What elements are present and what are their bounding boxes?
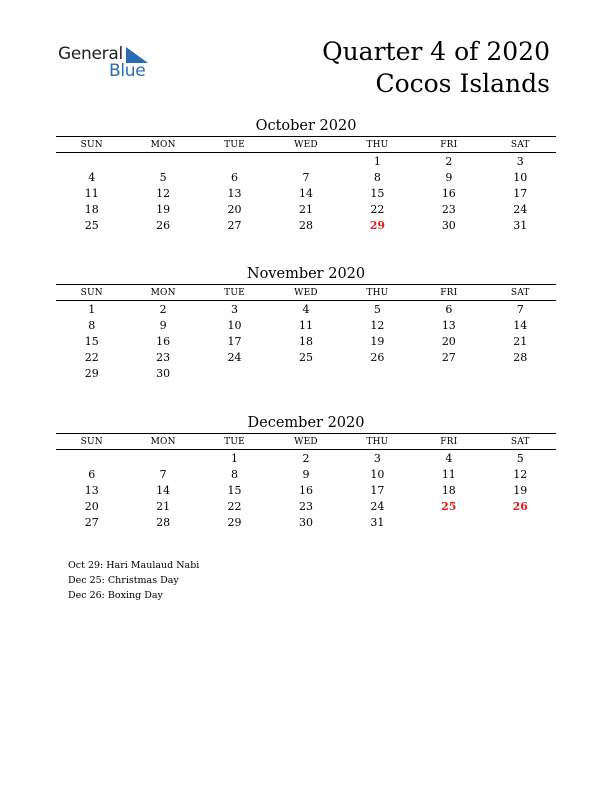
month-october	[56, 116, 556, 233]
day-cell: 15	[227, 483, 242, 497]
month-title: October 2020	[255, 118, 357, 134]
weekday-label: WED	[294, 287, 318, 298]
day-cell: 20	[84, 499, 99, 513]
day-cell: 10	[227, 318, 242, 332]
day-cell: 1	[88, 302, 96, 316]
week-row	[56, 185, 556, 201]
title-quarter: Quarter 4 of 2020	[322, 37, 550, 66]
holiday-item: Dec 26: Boxing Day	[68, 590, 163, 601]
day-cell: 29	[84, 366, 99, 380]
week-row	[56, 466, 556, 482]
day-cell: 5	[373, 302, 381, 316]
day-cell: 24	[370, 499, 385, 513]
page-title	[322, 36, 550, 100]
week-row	[56, 365, 556, 381]
day-cell: 26	[370, 350, 385, 364]
day-cell: 19	[156, 202, 171, 216]
day-cell: 23	[298, 499, 313, 513]
weekday-label: THU	[366, 436, 389, 447]
month-title: November 2020	[246, 266, 366, 282]
day-cell: 3	[373, 451, 381, 465]
day-cell: 20	[227, 202, 242, 216]
week-row	[56, 301, 556, 317]
day-cell: 18	[298, 334, 313, 348]
title-region: Cocos Islands	[375, 69, 550, 98]
day-cell: 8	[88, 318, 96, 332]
day-cell: 31	[370, 515, 385, 529]
week-row	[56, 201, 556, 217]
weekday-label: FRI	[440, 287, 458, 298]
day-cell: 30	[441, 218, 456, 232]
logo-word-blue: Blue	[109, 61, 146, 81]
day-cell: 12	[156, 186, 171, 200]
day-cell: 24	[513, 202, 528, 216]
day-cell: 3	[516, 154, 524, 168]
weekday-label: THU	[366, 139, 389, 150]
week-row	[56, 349, 556, 365]
holiday-item: Dec 25: Christmas Day	[68, 575, 179, 586]
day-cell: 9	[445, 170, 453, 184]
week-row	[56, 333, 556, 349]
day-cell: 29	[369, 218, 386, 232]
day-cell: 13	[84, 483, 99, 497]
week-row	[56, 317, 556, 333]
day-cell: 2	[445, 154, 453, 168]
day-cell: 3	[231, 302, 239, 316]
day-cell: 22	[84, 350, 99, 364]
holiday-list	[68, 558, 199, 603]
day-cell: 1	[373, 154, 381, 168]
weekday-label: TUE	[224, 436, 245, 447]
month-weeks	[56, 450, 556, 530]
day-cell: 19	[513, 483, 528, 497]
month-december	[56, 413, 556, 530]
week-row	[56, 217, 556, 233]
day-cell: 1	[231, 451, 239, 465]
day-cell: 12	[370, 318, 385, 332]
day-cell: 17	[370, 483, 385, 497]
day-cell: 5	[159, 170, 167, 184]
weekday-label: SAT	[510, 287, 530, 298]
weekday-label: SAT	[510, 139, 530, 150]
week-row	[56, 450, 556, 466]
day-cell: 13	[441, 318, 456, 332]
day-cell: 21	[298, 202, 313, 216]
weekday-label: FRI	[440, 436, 458, 447]
day-cell: 24	[227, 350, 242, 364]
month-weeks	[56, 153, 556, 233]
day-cell: 9	[159, 318, 167, 332]
week-row	[56, 153, 556, 169]
day-cell: 27	[84, 515, 99, 529]
weekday-label: FRI	[440, 139, 458, 150]
day-cell: 18	[441, 483, 456, 497]
day-cell: 4	[445, 451, 453, 465]
weekday-header	[56, 433, 556, 450]
day-cell: 30	[156, 366, 171, 380]
day-cell: 15	[84, 334, 99, 348]
month-november	[56, 264, 556, 381]
logo-word-general: General	[58, 44, 123, 64]
day-cell: 14	[513, 318, 528, 332]
day-cell: 23	[441, 202, 456, 216]
weekday-label: MON	[150, 287, 176, 298]
day-cell: 29	[227, 515, 242, 529]
day-cell: 10	[370, 467, 385, 481]
day-cell: 4	[88, 170, 96, 184]
day-cell: 27	[441, 350, 456, 364]
day-cell: 6	[445, 302, 453, 316]
day-cell: 30	[298, 515, 313, 529]
day-cell: 20	[441, 334, 456, 348]
day-cell: 5	[516, 451, 524, 465]
day-cell: 14	[298, 186, 313, 200]
weekday-label: WED	[294, 436, 318, 447]
weekday-label: SUN	[80, 436, 103, 447]
day-cell: 8	[231, 467, 239, 481]
weekday-label: THU	[366, 287, 389, 298]
day-cell: 25	[84, 218, 99, 232]
weekday-label: SAT	[510, 436, 530, 447]
day-cell: 16	[156, 334, 171, 348]
weekday-label: SUN	[80, 287, 103, 298]
month-title: December 2020	[247, 415, 365, 431]
day-cell: 22	[227, 499, 242, 513]
day-cell: 26	[156, 218, 171, 232]
day-cell: 17	[513, 186, 528, 200]
weekday-label: WED	[294, 139, 318, 150]
generalblue-logo	[58, 44, 158, 80]
day-cell: 10	[513, 170, 528, 184]
day-cell: 6	[88, 467, 96, 481]
day-cell: 11	[298, 318, 313, 332]
day-cell: 19	[370, 334, 385, 348]
weekday-header	[56, 284, 556, 301]
holiday-item: Oct 29: Hari Maulaud Nabi	[68, 560, 200, 571]
day-cell: 13	[227, 186, 242, 200]
day-cell: 18	[84, 202, 99, 216]
day-cell: 11	[84, 186, 99, 200]
week-row	[56, 514, 556, 530]
day-cell: 16	[441, 186, 456, 200]
weekday-label: TUE	[224, 287, 245, 298]
day-cell: 2	[302, 451, 310, 465]
week-row	[56, 169, 556, 185]
day-cell: 9	[302, 467, 310, 481]
day-cell: 31	[513, 218, 528, 232]
day-cell: 2	[159, 302, 167, 316]
day-cell: 11	[441, 467, 456, 481]
day-cell: 25	[441, 499, 457, 513]
day-cell: 27	[227, 218, 242, 232]
weekday-label: MON	[150, 139, 176, 150]
weekday-label: MON	[150, 436, 176, 447]
day-cell: 26	[512, 499, 528, 513]
weekday-label: SUN	[80, 139, 103, 150]
day-cell: 8	[373, 170, 381, 184]
day-cell: 17	[227, 334, 242, 348]
day-cell: 28	[156, 515, 171, 529]
month-weeks	[56, 301, 556, 381]
day-cell: 7	[302, 170, 310, 184]
day-cell: 22	[370, 202, 385, 216]
week-row	[56, 498, 556, 514]
day-cell: 21	[513, 334, 528, 348]
day-cell: 12	[513, 467, 528, 481]
day-cell: 6	[231, 170, 239, 184]
day-cell: 7	[516, 302, 524, 316]
day-cell: 16	[298, 483, 313, 497]
day-cell: 15	[370, 186, 385, 200]
day-cell: 28	[298, 218, 313, 232]
day-cell: 25	[298, 350, 313, 364]
day-cell: 21	[156, 499, 171, 513]
day-cell: 14	[156, 483, 171, 497]
week-row	[56, 482, 556, 498]
weekday-header	[56, 136, 556, 153]
day-cell: 7	[159, 467, 167, 481]
weekday-label: TUE	[224, 139, 245, 150]
day-cell: 23	[156, 350, 171, 364]
day-cell: 28	[513, 350, 528, 364]
day-cell: 4	[302, 302, 310, 316]
